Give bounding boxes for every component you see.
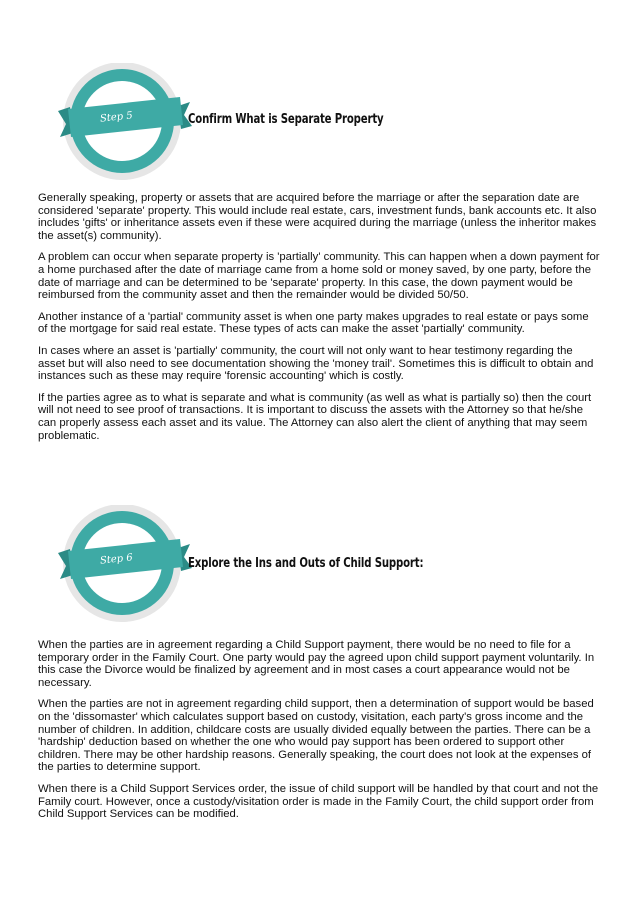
step-6-header [0, 505, 638, 625]
step-badge [0, 63, 200, 183]
paragraph: When there is a Child Support Services order, the issue of child support will be handled by that court and not the Family court. However, once a custody/visitation order is made in the Family Court, the child support order from Child Support Services can be modified. [38, 782, 599, 821]
paragraph: Generally speaking, property or assets that are acquired before the marriage or after the separation date are considered 'separate' property. This would include real estate, cars, investment funds, bank accounts etc. It also includes 'gifts' or inheritance assets even if these were acquired during the marriage (unless the inheritor makes the asset(s) community). [38, 192, 597, 242]
step-badge-label: Step 6 [99, 552, 134, 567]
paragraph: If the parties agree as to what is separate and what is community (as well as what is partially so) then the court will not need to see proof of transactions. It is important to discuss the assets with the Attorney so that he/she can properly assess each asset and its value. The Attorney can also alert the client of anything that may seem problematic. [38, 391, 592, 442]
step-badge [0, 505, 200, 625]
step-title: Confirm What is Separate Property [188, 112, 384, 127]
step-5-header [0, 63, 638, 183]
step-6-content [38, 639, 600, 830]
paragraph: When the parties are in agreement regarding a Child Support payment, there would be no need to file for a temporary order in the Family Court. One party would pay the agreed upon child support payment voluntarily. In this case the Divorce would be finalized by agreement and in most cases a court appearance would not be necessary. [38, 639, 595, 689]
step-title: Explore the Ins and Outs of Child Support: [188, 556, 424, 571]
paragraph: A problem can occur when separate property is 'partially' community. This can happen when a down payment for a home purchased after the date of marriage came from a home sold or money saved, by one party, before the date of marriage and can be determined to be 'separate' property. In this case, the down payment would be reimbursed from the community asset and then the remainder would be divided 50/50. [38, 251, 600, 302]
paragraph: Another instance of a 'partial' community asset is when one party makes upgrades to real estate or pays some of the mortgage for said real estate. These types of acts can make the asset 'partially' community. [38, 310, 589, 336]
paragraph: When the parties are not in agreement regarding child support, then a determination of support would be based on the 'dissomaster' which calculates support based on custody, visitation, each party's gross income and the number of children. In addition, childcare costs are usually divided equally between the parties. There can be a 'hardship' deduction based on whether the one who would pay support has been ordered to support other children. There may be other hardship reasons. Generally speaking, the court does not look at the expenses of the parties to determine support. [38, 698, 594, 774]
step-5-content [38, 192, 600, 451]
step-badge-label: Step 5 [99, 110, 134, 125]
paragraph: In cases where an asset is 'partially' community, the court will not only want to hear testimony regarding the asset but will also need to see documentation showing the 'money trail'. Sometimes this is difficult to obtain and instances such as these may require 'forensic accounting' which is costly. [38, 344, 594, 383]
